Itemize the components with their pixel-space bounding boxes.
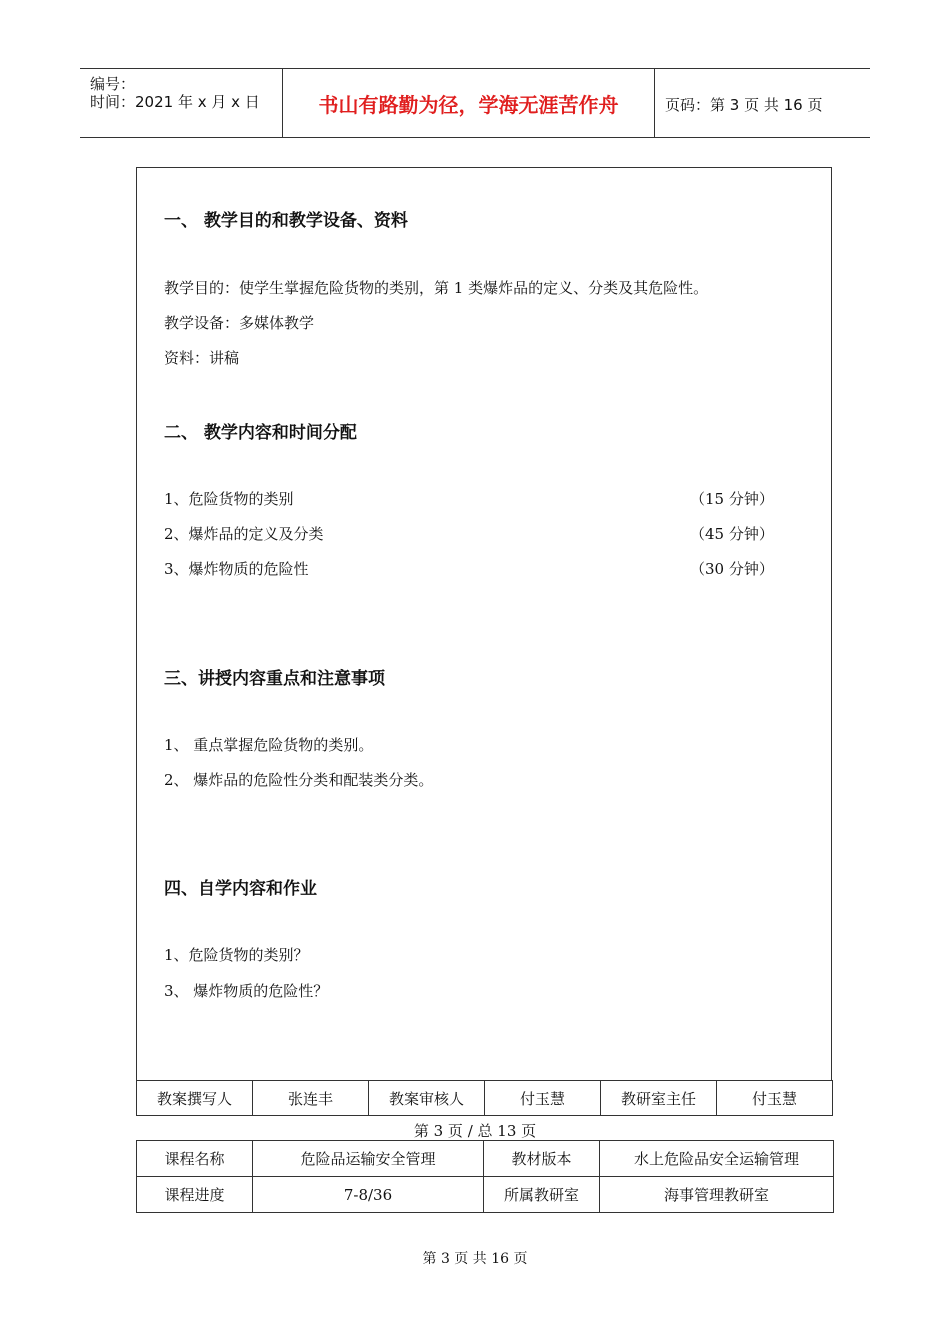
page-footer: 第 3 页 共 16 页	[422, 1251, 528, 1267]
section-1-title: 一、 教学目的和教学设备、资料	[164, 211, 408, 231]
author-label: 教案撰写人	[137, 1081, 253, 1116]
content-item-1: 1、危险货物的类别	[164, 490, 294, 508]
content-item-2-time: （45 分钟）	[690, 525, 774, 543]
page-code-text: 页码：第 3 页 共 16 页	[665, 96, 823, 114]
progress-label: 课程进度	[137, 1177, 253, 1213]
edition-value: 水上危险品安全运输管理	[600, 1141, 834, 1177]
director-label: 教研室主任	[601, 1081, 717, 1116]
dept-label: 所属教研室	[484, 1177, 600, 1213]
content-item-1-time: （15 分钟）	[690, 490, 774, 508]
course-info-table	[136, 1140, 834, 1213]
homework-2: 3、 爆炸物质的危险性？	[164, 982, 329, 1000]
dept-value: 海事管理教研室	[600, 1177, 834, 1213]
key-point-1: 1、 重点掌握危险货物的类别。	[164, 736, 374, 754]
page-header	[80, 68, 870, 138]
time-label: 时间：2021 年 x 月 x 日	[90, 93, 260, 111]
signoff-table	[136, 1080, 833, 1116]
content-item-3-time: （30 分钟）	[690, 560, 774, 578]
homework-1: 1、危险货物的类别？	[164, 946, 309, 964]
director-name: 付玉慧	[717, 1081, 833, 1116]
header-meta	[80, 69, 282, 137]
reviewer-name: 付玉慧	[485, 1081, 601, 1116]
course-name: 危险品运输安全管理	[253, 1141, 484, 1177]
page-count-middle: 第 3 页 / 总 13 页	[413, 1122, 537, 1140]
content-item-2: 2、爆炸品的定义及分类	[164, 525, 324, 543]
header-page-code	[655, 69, 870, 137]
section-3-title: 三、讲授内容重点和注意事项	[164, 669, 385, 689]
section-4-title: 四、自学内容和作业	[164, 879, 317, 899]
course-name-label: 课程名称	[137, 1141, 253, 1177]
edition-label: 教材版本	[484, 1141, 600, 1177]
key-point-2: 2、 爆炸品的危险性分类和配装类分类。	[164, 771, 434, 789]
author-name: 张连丰	[253, 1081, 369, 1116]
teaching-equipment: 教学设备：多媒体教学	[164, 314, 315, 332]
progress-value: 7-8/36	[253, 1177, 484, 1213]
number-label: 编号：	[90, 75, 136, 93]
header-motto: 书山有路勤为径，学海无涯苦作舟	[282, 69, 655, 137]
content-item-3: 3、爆炸物质的危险性	[164, 560, 309, 578]
teaching-materials: 资料：讲稿	[164, 349, 240, 367]
teaching-goal: 教学目的：使学生掌握危险货物的类别，第 1 类爆炸品的定义、分类及其危险性。	[164, 279, 709, 297]
section-2-title: 二、 教学内容和时间分配	[164, 423, 357, 443]
reviewer-label: 教案审核人	[369, 1081, 485, 1116]
